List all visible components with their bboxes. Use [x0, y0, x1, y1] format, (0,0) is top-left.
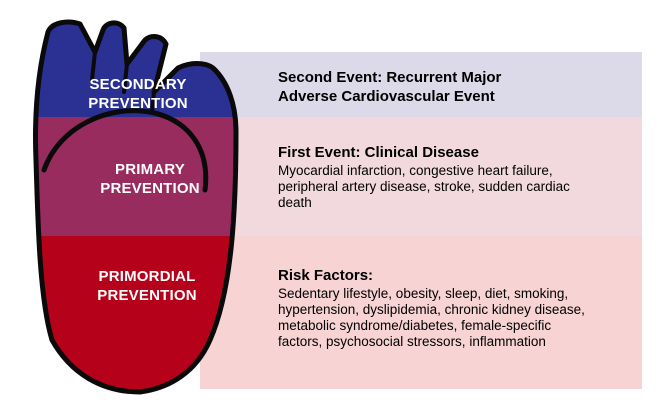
primordial-body: Sedentary lifestyle, obesity, sleep, diet, smoking, hypertension, dyslipidemia, chronic kidney disease, metabolic syndrome/diabetes, female-specific factors, psychosocial stressors, inflammation: [278, 286, 585, 349]
primary-description: [278, 143, 638, 211]
primary-body: Myocardial infarction, congestive heart failure, peripheral artery disease, stroke, sudden cardiac death: [278, 163, 570, 210]
primary-title: First Event: Clinical Disease: [278, 144, 479, 161]
primordial-description: [278, 266, 638, 350]
secondary-description: [278, 68, 638, 106]
secondary-prevention-label: SECONDARY PREVENTION: [88, 76, 188, 112]
primordial-prevention-label: PRIMORDIAL PREVENTION: [97, 268, 197, 304]
primary-prevention-label: PRIMARY PREVENTION: [100, 161, 200, 197]
secondary-title: Second Event: Recurrent Major Adverse Cardiovascular Event: [278, 69, 502, 105]
primordial-title: Risk Factors:: [278, 267, 374, 284]
